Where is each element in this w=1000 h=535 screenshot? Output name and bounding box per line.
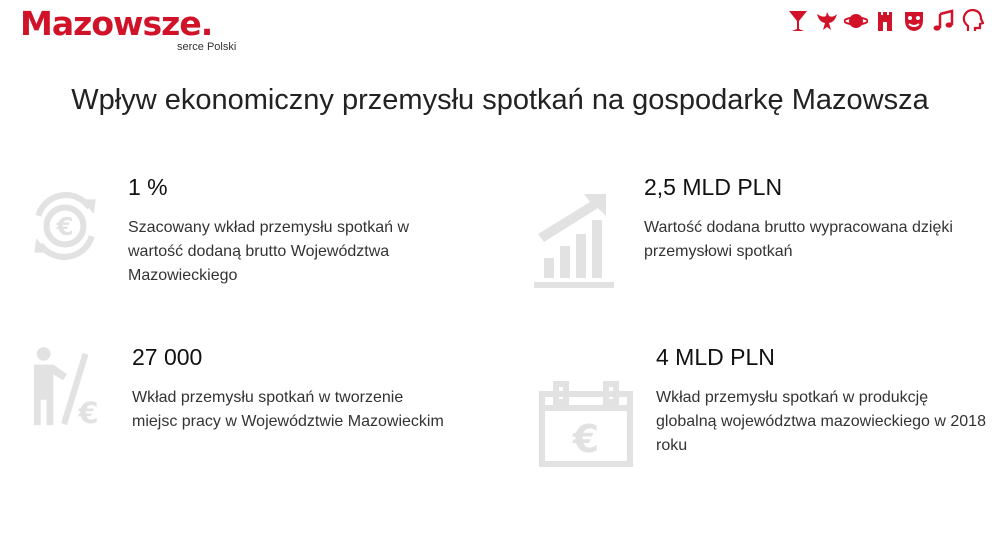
- growth-chart-icon: [532, 190, 616, 290]
- stat-description: Wkład przemysłu spotkań w tworzenie miejsc pracy w Województwie Mazowieckim: [132, 389, 444, 430]
- euro-cycle-icon: [24, 185, 106, 267]
- header-icon-row: [786, 8, 984, 36]
- eagle-icon: [815, 8, 839, 34]
- brand-logo: [20, 4, 260, 54]
- stat-card-gva-amount: [644, 172, 964, 264]
- castle-tower-icon: [873, 8, 897, 34]
- euro-calendar-icon: [536, 380, 636, 470]
- music-note-icon: [931, 8, 955, 34]
- stat-description: Wartość dodana brutto wypracowana dzięki przemysłowi spotkań: [644, 219, 953, 260]
- svg-text:€: €: [56, 212, 74, 242]
- planet-icon: [844, 8, 868, 34]
- head-profile-icon: [960, 8, 984, 34]
- stat-card-global-production: [656, 342, 986, 458]
- stat-description: Wkład przemysłu spotkań w produkcję globalną województwa mazowieckiego w 2018 roku: [656, 389, 986, 454]
- worker-euro-icon: [28, 345, 106, 433]
- stat-value: 1 %: [128, 174, 168, 200]
- logo-wordmark: Mazowsze.: [20, 4, 213, 43]
- stat-value: 2,5 MLD PLN: [644, 174, 783, 200]
- logo-tagline: serce Polski: [177, 41, 237, 53]
- stat-value: 27 000: [132, 344, 203, 370]
- cocktail-glass-icon: [786, 8, 810, 34]
- svg-text:€: €: [572, 417, 600, 461]
- stat-value: 4 MLD PLN: [656, 344, 775, 370]
- slide-title: Wpływ ekonomiczny przemysłu spotkań na gospodarkę Mazowsza: [71, 84, 929, 116]
- theatre-mask-icon: [902, 8, 926, 34]
- stat-card-jobs: [132, 342, 452, 434]
- stat-description: Szacowany wkład przemysłu spotkań w wartość dodaną brutto Województwa Mazowieckiego: [128, 219, 410, 284]
- svg-text:€: €: [78, 396, 99, 431]
- stat-card-gva-share: [128, 172, 458, 288]
